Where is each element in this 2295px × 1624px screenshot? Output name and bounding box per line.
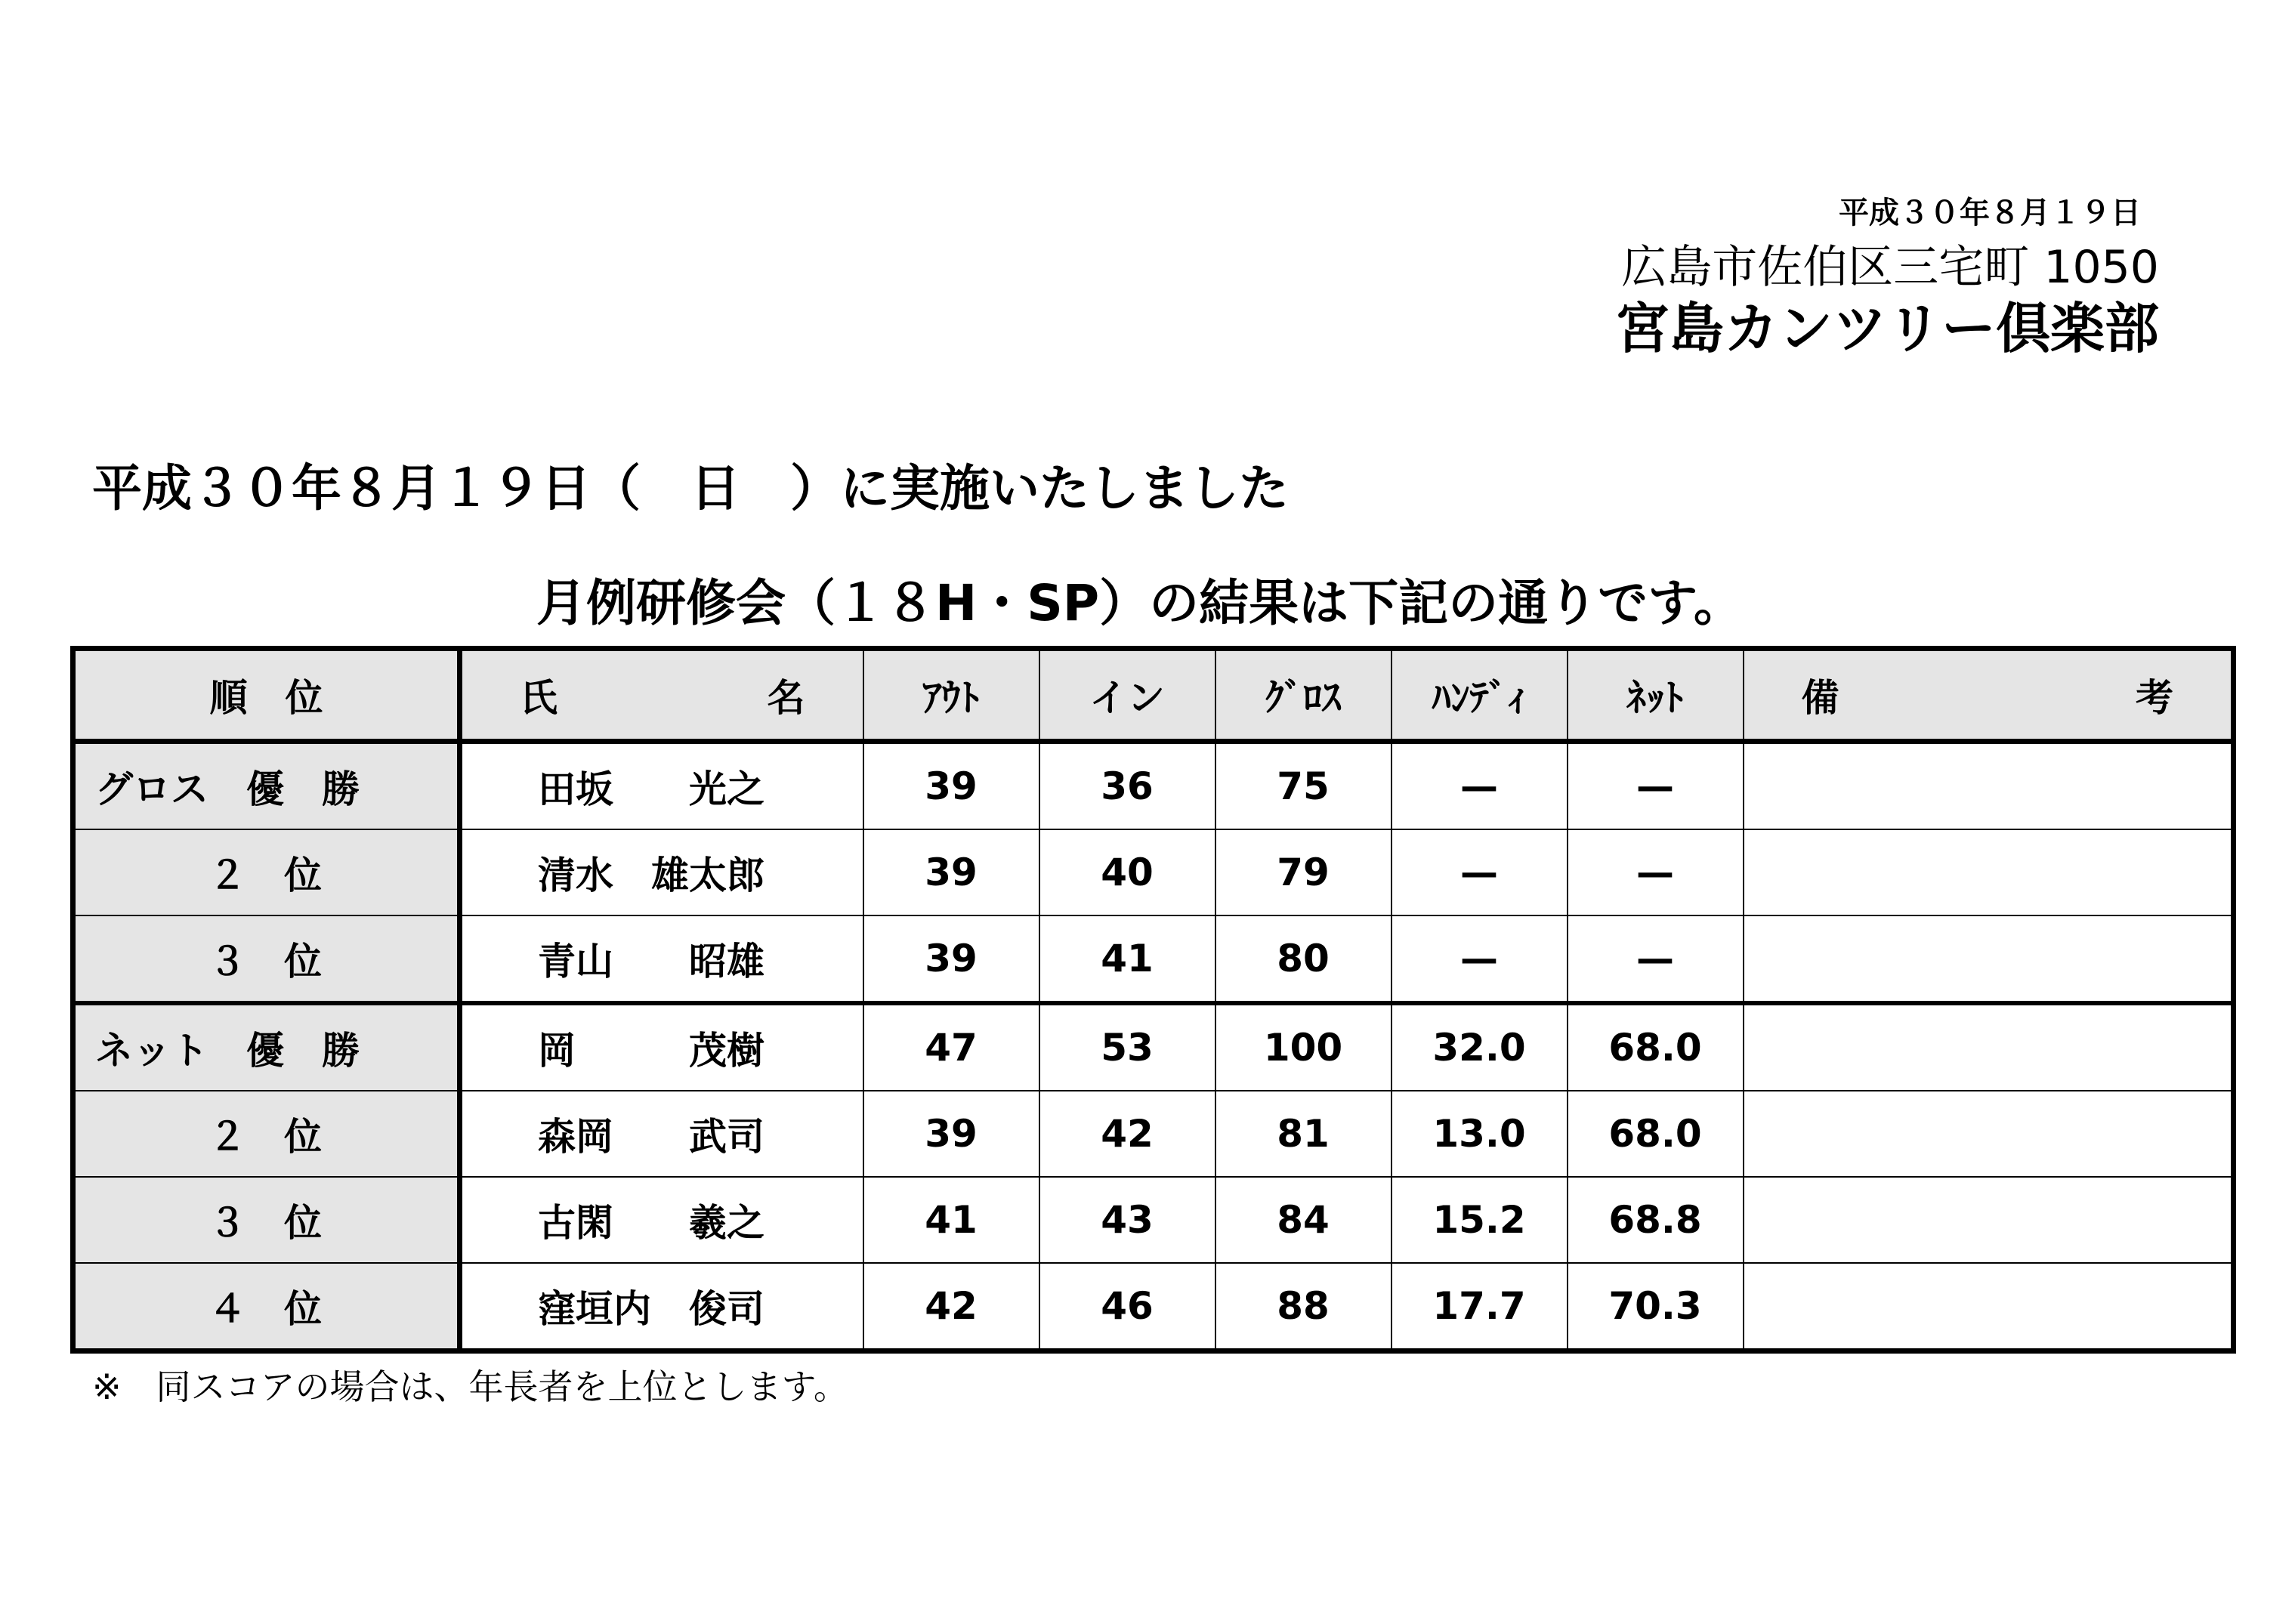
player-name: 森岡 武司	[460, 1091, 863, 1177]
handicap-value: 17.7	[1392, 1263, 1568, 1351]
player-name: 田坂 光之	[460, 742, 863, 830]
handicap-value: 15.2	[1392, 1177, 1568, 1263]
remarks-cell	[1744, 829, 2234, 915]
handicap-value: —	[1392, 915, 1568, 1003]
club-name: 宮島カンツリー倶楽部	[1614, 297, 2159, 360]
in-score: 41	[1039, 915, 1215, 1003]
rank-cell: グロス 優 勝	[73, 742, 460, 830]
table-row	[73, 1091, 2234, 1177]
header-rank: 順 位	[73, 649, 460, 742]
header-remarks-right: 考	[2136, 676, 2173, 720]
out-score: 39	[863, 915, 1039, 1003]
rank-cell: ３ 位	[73, 1177, 460, 1263]
net-score: 68.0	[1568, 1003, 1744, 1091]
net-score: 68.8	[1568, 1177, 1744, 1263]
handicap-value: 32.0	[1392, 1003, 1568, 1091]
rank-cell: ３ 位	[73, 915, 460, 1003]
player-name: 古閑 羲之	[460, 1177, 863, 1263]
header-remarks	[1744, 649, 2234, 742]
net-score: 68.0	[1568, 1091, 1744, 1177]
gross-score: 80	[1215, 915, 1392, 1003]
out-score: 39	[863, 829, 1039, 915]
handicap-value: 13.0	[1392, 1091, 1568, 1177]
footnote: ※ 同スコアの場合は、年長者を上位とします。	[92, 1366, 848, 1407]
remarks-cell	[1744, 1003, 2234, 1091]
table-row	[73, 829, 2234, 915]
results-table	[70, 646, 2236, 1354]
out-score: 39	[863, 1091, 1039, 1177]
player-name: 清水 雄太郎	[460, 829, 863, 915]
intro-line-2: 月例研修会（１８H・SP）の結果は下記の通りです。	[536, 574, 1744, 632]
in-score: 40	[1039, 829, 1215, 915]
in-score: 36	[1039, 742, 1215, 830]
out-score: 41	[863, 1177, 1039, 1263]
gross-score: 75	[1215, 742, 1392, 830]
rank-cell: ネット 優 勝	[73, 1003, 460, 1091]
gross-score: 79	[1215, 829, 1392, 915]
header-name	[460, 649, 863, 742]
out-score: 47	[863, 1003, 1039, 1091]
header-in: イン	[1039, 649, 1215, 742]
gross-score: 88	[1215, 1263, 1392, 1351]
header-out: ｱｳﾄ	[863, 649, 1039, 742]
remarks-cell	[1744, 1091, 2234, 1177]
player-name: 岡 茂樹	[460, 1003, 863, 1091]
out-score: 42	[863, 1263, 1039, 1351]
player-name: 青山 昭雄	[460, 915, 863, 1003]
header-name-right: 名	[767, 676, 805, 720]
remarks-cell	[1744, 1177, 2234, 1263]
rank-cell: ４ 位	[73, 1263, 460, 1351]
document-date: 平成３０年８月１９日	[1839, 196, 2141, 230]
table-row	[73, 1177, 2234, 1263]
table-row	[73, 1003, 2234, 1091]
remarks-cell	[1744, 915, 2234, 1003]
header-remarks-left: 備	[1801, 676, 1839, 720]
net-score: —	[1568, 742, 1744, 830]
net-score: —	[1568, 829, 1744, 915]
remarks-cell	[1744, 742, 2234, 830]
header-handicap: ﾊﾝﾃﾞｨ	[1392, 649, 1568, 742]
net-score: 70.3	[1568, 1263, 1744, 1351]
gross-score: 81	[1215, 1091, 1392, 1177]
rank-cell: ２ 位	[73, 829, 460, 915]
table-row	[73, 915, 2234, 1003]
header-name-left: 氏	[520, 676, 558, 720]
club-address: 広島市佐伯区三宅町 1050	[1621, 241, 2159, 294]
table-row	[73, 742, 2234, 830]
player-name: 窪垣内 俊司	[460, 1263, 863, 1351]
intro-line-1: 平成３０年８月１９日（ 日 ）に実施いたしました	[92, 459, 1289, 517]
header-net: ﾈｯﾄ	[1568, 649, 1744, 742]
net-score: —	[1568, 915, 1744, 1003]
header-gross: ｸﾞﾛｽ	[1215, 649, 1392, 742]
in-score: 53	[1039, 1003, 1215, 1091]
handicap-value: —	[1392, 742, 1568, 830]
table-row	[73, 1263, 2234, 1351]
remarks-cell	[1744, 1263, 2234, 1351]
rank-cell: ２ 位	[73, 1091, 460, 1177]
header-row	[73, 649, 2234, 742]
gross-score: 84	[1215, 1177, 1392, 1263]
in-score: 46	[1039, 1263, 1215, 1351]
out-score: 39	[863, 742, 1039, 830]
handicap-value: —	[1392, 829, 1568, 915]
in-score: 42	[1039, 1091, 1215, 1177]
gross-score: 100	[1215, 1003, 1392, 1091]
in-score: 43	[1039, 1177, 1215, 1263]
